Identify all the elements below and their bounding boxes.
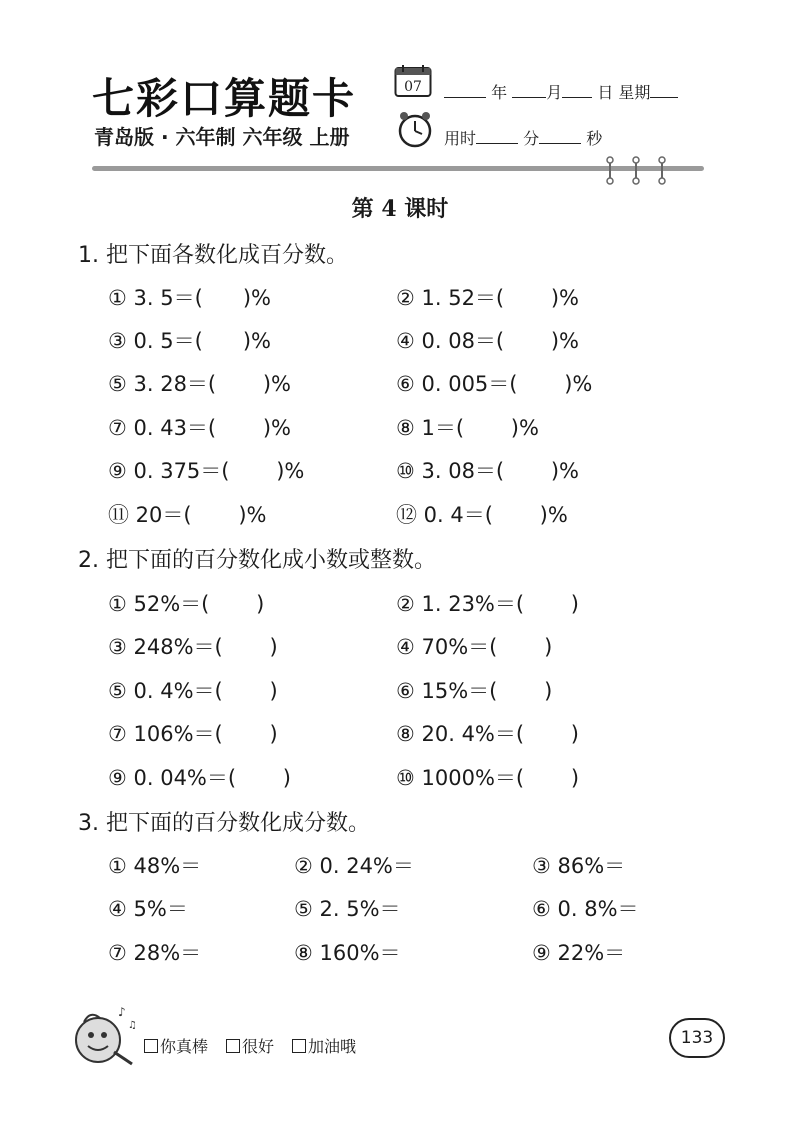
section-3-title: 3. 把下面的百分数化成分数。 bbox=[78, 811, 370, 836]
lesson-title: 第 4 课时 bbox=[351, 196, 449, 222]
rating-label: 很好 bbox=[242, 1037, 275, 1056]
svg-text:♫: ♫ bbox=[128, 1020, 137, 1031]
svg-text:♪: ♪ bbox=[118, 1005, 126, 1019]
weekday-label: 星期 bbox=[618, 83, 651, 102]
rating-option-good[interactable] bbox=[226, 1037, 274, 1056]
year-blank[interactable] bbox=[444, 83, 486, 98]
calendar-icon bbox=[394, 64, 432, 98]
section-2-title: 2. 把下面的百分数化成小数或整数。 bbox=[78, 548, 436, 573]
month-blank[interactable] bbox=[512, 83, 546, 98]
exercise-item: ⑫ 0. 4＝( )% bbox=[396, 503, 568, 527]
exercise-item: ⑤ 0. 4%＝( ) bbox=[108, 679, 278, 703]
exercise-item: ④ 5%＝ bbox=[108, 897, 188, 921]
exercise-item: ② 0. 24%＝ bbox=[294, 854, 414, 878]
exercise-item: ⑩ 1000%＝( ) bbox=[396, 766, 580, 790]
page-number: 133 bbox=[669, 1018, 725, 1058]
minutes-blank[interactable] bbox=[476, 129, 518, 144]
month-label: 月 bbox=[546, 83, 563, 102]
exercise-item: ⑧ 1＝( )% bbox=[396, 416, 539, 440]
exercise-item: ④ 70%＝( ) bbox=[396, 635, 553, 659]
exercise-item: ③ 86%＝ bbox=[532, 854, 626, 878]
exercise-item: ① 48%＝ bbox=[108, 854, 202, 878]
exercise-item: ⑨ 0. 375＝( )% bbox=[108, 459, 305, 483]
checkbox-icon[interactable] bbox=[144, 1039, 158, 1053]
rating-option-keep-going[interactable] bbox=[292, 1037, 356, 1056]
exercise-item: ① 3. 5＝( )% bbox=[108, 286, 271, 310]
year-label: 年 bbox=[491, 83, 508, 102]
rating-label: 加油哦 bbox=[308, 1037, 357, 1056]
exercise-item: ⑨ 22%＝ bbox=[532, 941, 626, 965]
rating-label: 你真棒 bbox=[160, 1037, 209, 1056]
edition-label: 青岛版 · 六年制 六年级 上册 bbox=[94, 125, 350, 149]
exercise-item: ⑪ 20＝( )% bbox=[108, 503, 267, 527]
checkbox-icon[interactable] bbox=[226, 1039, 240, 1053]
time-used-label: 用时 bbox=[444, 129, 477, 148]
exercise-item: ⑥ 0. 8%＝ bbox=[532, 897, 639, 921]
exercise-item: ⑤ 3. 28＝( )% bbox=[108, 372, 292, 396]
exercise-item: ⑦ 106%＝( ) bbox=[108, 722, 278, 746]
exercise-item: ② 1. 23%＝( ) bbox=[396, 592, 580, 616]
day-blank[interactable] bbox=[562, 83, 592, 98]
section-1-title: 1. 把下面各数化成百分数。 bbox=[78, 243, 348, 268]
seconds-blank[interactable] bbox=[539, 129, 581, 144]
day-label: 日 bbox=[597, 83, 614, 102]
checkbox-icon[interactable] bbox=[292, 1039, 306, 1053]
time-fields bbox=[444, 126, 602, 149]
exercise-item: ② 1. 52＝( )% bbox=[396, 286, 580, 310]
calendar-date-text: 07 bbox=[404, 79, 422, 95]
self-rating bbox=[144, 1034, 374, 1057]
exercise-item: ④ 0. 08＝( )% bbox=[396, 329, 580, 353]
brand-title: 七彩口算题卡 bbox=[92, 74, 357, 123]
mascot-icon bbox=[70, 1000, 138, 1070]
exercise-item: ③ 0. 5＝( )% bbox=[108, 329, 271, 353]
exercise-item: ③ 248%＝( ) bbox=[108, 635, 278, 659]
date-fields bbox=[444, 80, 678, 103]
exercise-item: ⑩ 3. 08＝( )% bbox=[396, 459, 580, 483]
exercise-item: ⑧ 20. 4%＝( ) bbox=[396, 722, 580, 746]
exercise-item: ⑤ 2. 5%＝ bbox=[294, 897, 401, 921]
exercise-item: ⑦ 28%＝ bbox=[108, 941, 202, 965]
exercise-item: ⑥ 15%＝( ) bbox=[396, 679, 553, 703]
weekday-blank[interactable] bbox=[650, 83, 678, 98]
exercise-item: ⑥ 0. 005＝( )% bbox=[396, 372, 593, 396]
binder-rings-icon bbox=[600, 156, 680, 186]
exercise-item: ① 52%＝( ) bbox=[108, 592, 265, 616]
rating-option-great[interactable] bbox=[144, 1037, 208, 1056]
clock-icon bbox=[396, 110, 434, 148]
exercise-item: ⑨ 0. 04%＝( ) bbox=[108, 766, 292, 790]
exercise-item: ⑦ 0. 43＝( )% bbox=[108, 416, 292, 440]
minutes-label: 分 bbox=[523, 129, 540, 148]
exercise-item: ⑧ 160%＝ bbox=[294, 941, 401, 965]
seconds-label: 秒 bbox=[586, 129, 603, 148]
